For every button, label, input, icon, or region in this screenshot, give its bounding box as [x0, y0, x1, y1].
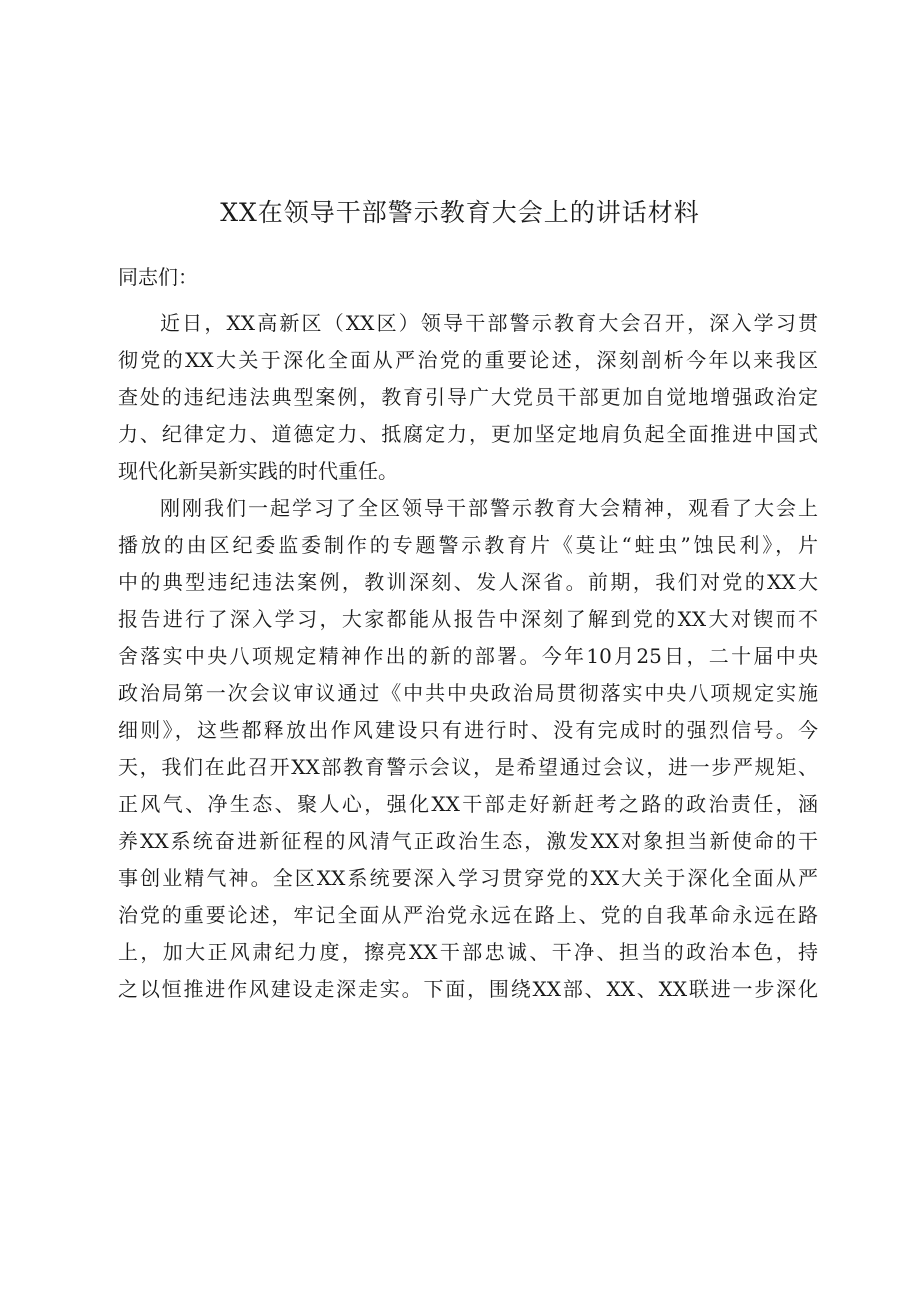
text-line: 上，加大正风肃纪力度，擦亮XX干部忠诚、干净、担当的政治本色，持	[118, 940, 818, 964]
document-title: XX在领导干部警示教育大会上的讲话材料	[220, 198, 700, 227]
text-line: 查处的违纪违法典型案例，教育引导广大党员干部更加自觉地增强政治定	[118, 385, 818, 409]
document-body	[118, 305, 818, 1008]
text-line: 刚刚我们一起学习了全区领导干部警示教育大会精神，观看了大会上	[160, 496, 818, 520]
text-line: 播放的由区纪委监委制作的专题警示教育片《莫让“蛀虫”蚀民利》，片	[118, 533, 818, 557]
text-line: 现代化新吴新实践的时代重任。	[118, 459, 398, 483]
text-line: 细则》，这些都释放出作风建设只有进行时、没有完成时的强烈信号。今	[118, 718, 818, 742]
text-line: 之以恒推进作风建设走深走实。下面，围绕XX部、XX、XX联进一步深化	[118, 977, 818, 1001]
text-line: 正风气、净生态、聚人心，强化XX干部走好新赶考之路的政治责任，涵	[118, 792, 818, 816]
text-line: 事创业精气神。全区XX系统要深入学习贯穿党的XX大关于深化全面从严	[118, 866, 818, 890]
paragraph-1	[118, 305, 818, 490]
text-line: 天，我们在此召开XX部教育警示会议，是希望通过会议，进一步严规矩、	[118, 755, 818, 779]
salutation: 同志们：	[118, 265, 198, 289]
text-line: 彻党的XX大关于深化全面从严治党的重要论述，深刻剖析今年以来我区	[118, 348, 818, 372]
text-line: 报告进行了深入学习，大家都能从报告中深刻了解到党的XX大对锲而不	[118, 607, 818, 631]
text-line: 养XX系统奋进新征程的风清气正政治生态，激发XX对象担当新使命的干	[118, 829, 818, 853]
paragraph-2	[118, 490, 818, 1008]
text-line: 力、纪律定力、道德定力、抵腐定力，更加坚定地肩负起全面推进中国式	[118, 422, 818, 446]
text-line: 舍落实中央八项规定精神作出的新的部署。今年10月25日，二十届中央	[118, 644, 818, 668]
text-line: 中的典型违纪违法案例，教训深刻、发人深省。前期，我们对党的XX大	[118, 570, 818, 594]
text-line: 治党的重要论述，牢记全面从严治党永远在路上、党的自我革命永远在路	[118, 903, 818, 927]
text-line: 政治局第一次会议审议通过《中共中央政治局贯彻落实中央八项规定实施	[118, 681, 818, 705]
text-line: 近日，XX高新区（XX区）领导干部警示教育大会召开，深入学习贯	[160, 311, 818, 335]
